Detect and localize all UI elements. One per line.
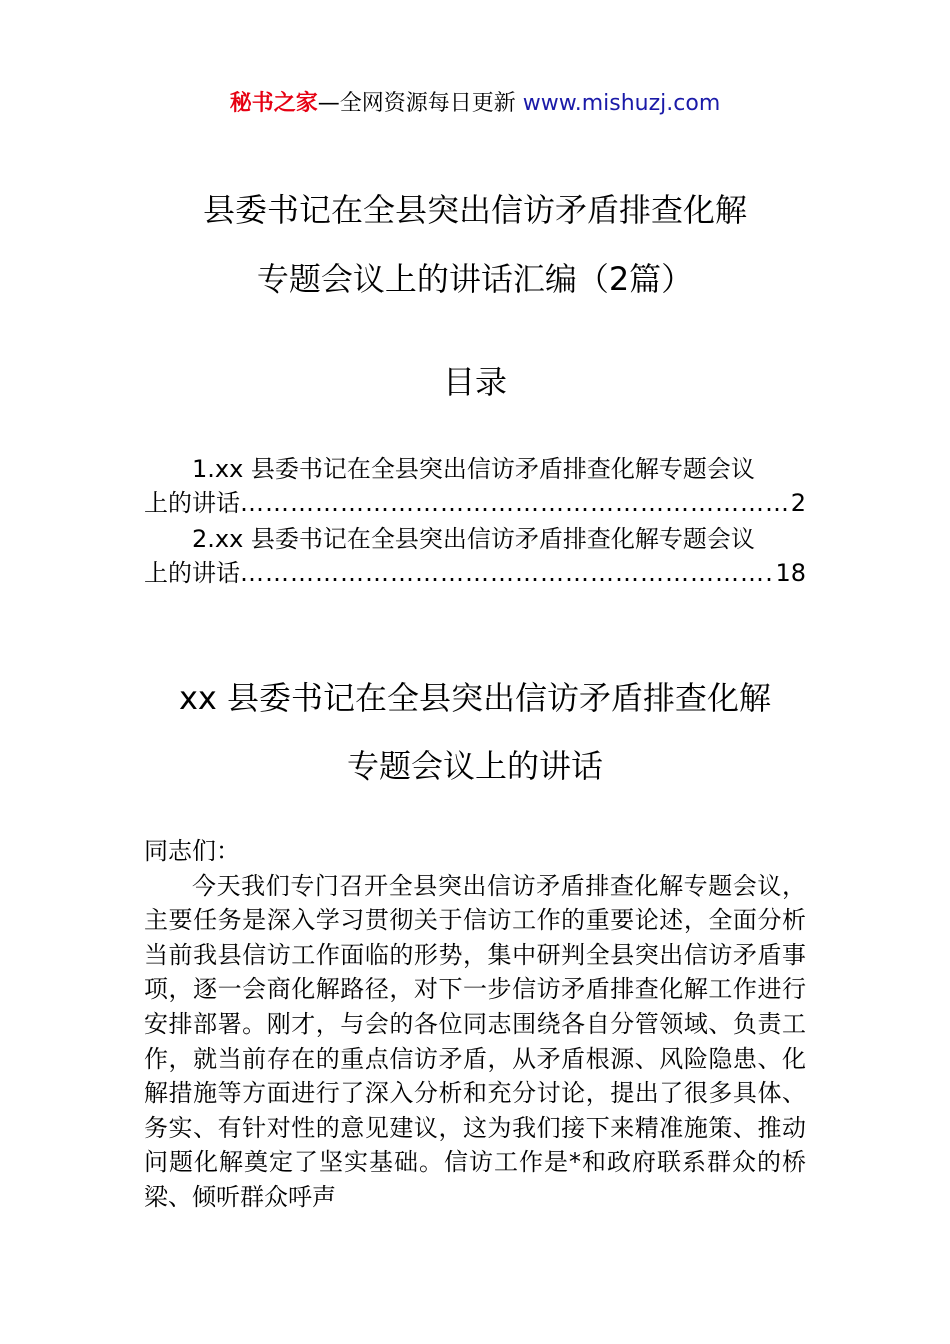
toc-item-2-title-end: 上的讲话 (144, 559, 240, 587)
speech-title-line-2: 专题会议上的讲话 (346, 747, 603, 785)
document-title-line-1: 县委书记在全县突出信访矛盾排查化解 (202, 191, 747, 229)
toc-item-2-leader[interactable] (144, 556, 806, 590)
toc-item-1-leader[interactable] (144, 486, 806, 520)
site-url-link[interactable]: www.mishuzj.com (522, 91, 721, 116)
toc-item-1-page: 2 (790, 489, 806, 517)
header-tagline: —全网资源每日更新 (317, 91, 523, 116)
toc-item-1-title[interactable]: 1.xx 县委书记在全县突出信访矛盾排查化解专题会议 (192, 455, 755, 483)
toc-item-2-title[interactable]: 2.xx 县委书记在全县突出信访矛盾排查化解专题会议 (192, 525, 755, 553)
speech-body (144, 834, 806, 1215)
speech-title-line-1: xx 县委书记在全县突出信访矛盾排查化解 (178, 679, 772, 717)
brand-name: 秘书之家 (229, 91, 318, 116)
document-title-line-2: 专题会议上的讲话汇编（2篇） (256, 260, 694, 298)
site-header (0, 88, 950, 120)
body-paragraph: 今天我们专门召开全县突出信访矛盾排查化解专题会议，主要任务是深入学习贯彻关于信访工作的重要论述，全面分析当前我县信访工作面临的形势，集中研判全县突出信访矛盾事项，逐一会商化解路径，对下一步信访矛盾排查化解工作进行安排部署。刚才，与会的各位同志围绕各自分管领域、负责工作，就当前存在的重点信访矛盾，从矛盾根源、风险隐患、化解措施等方面进行了深入分析和充分讨论，提出了很多具体、务实、有针对性的意见建议，这为我们接下来精准施策、推动问题化解奠定了坚实基础。信访工作是*和政府联系群众的桥梁、倾听群众呼声 (144, 871, 806, 1211)
toc-leader-dots (240, 556, 775, 590)
toc-item-2-page: 18 (775, 559, 806, 587)
salutation: 同志们： (144, 837, 240, 865)
toc-heading: 目录 (442, 363, 507, 401)
toc-item-1-title-end: 上的讲话 (144, 489, 240, 517)
toc-leader-dots (240, 486, 791, 520)
